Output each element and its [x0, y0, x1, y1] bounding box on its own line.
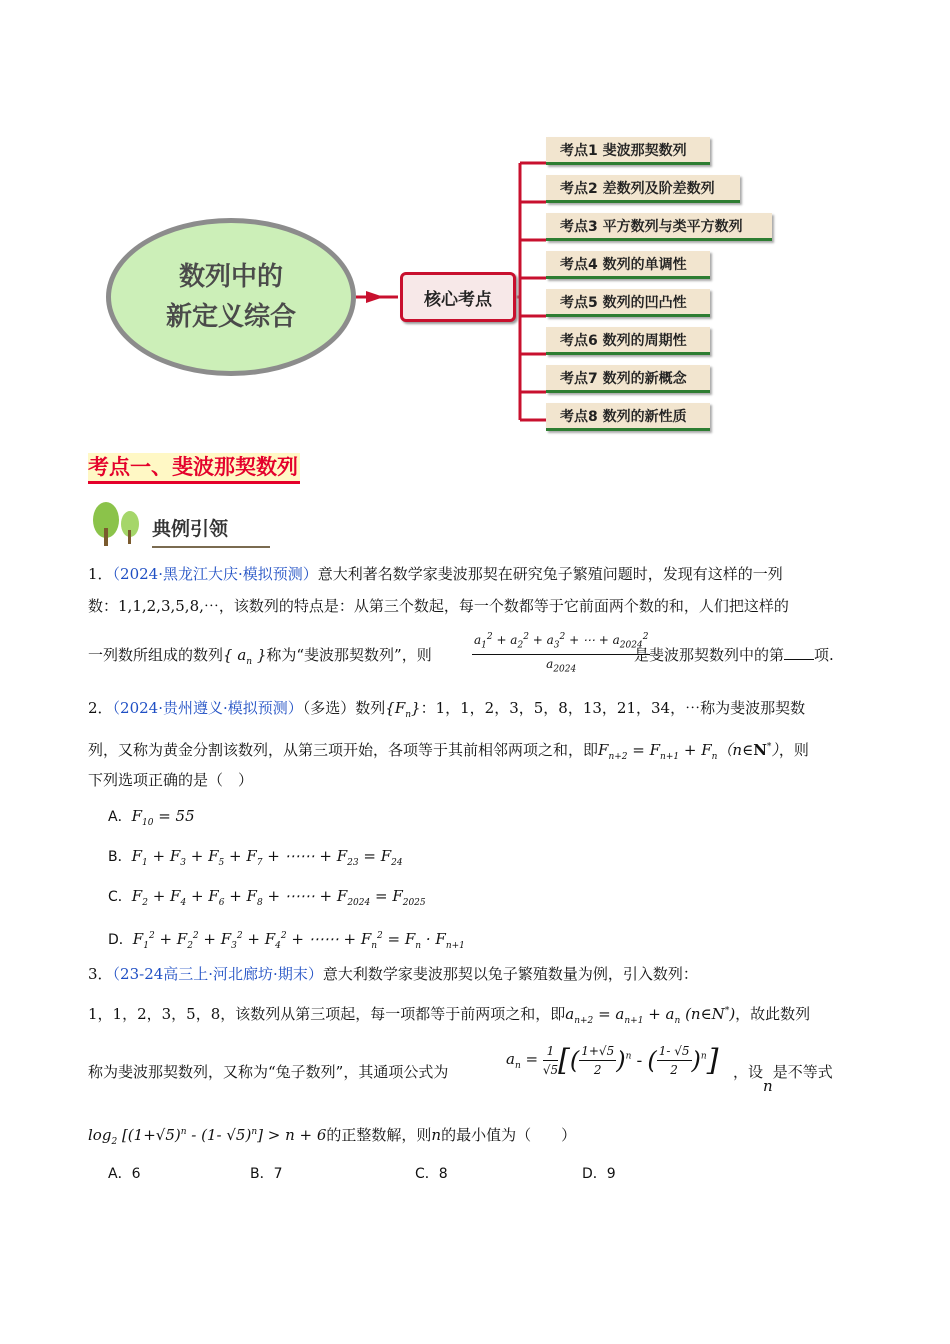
q3-option-c[interactable]: C．8	[415, 1166, 448, 1182]
q3-line1-text: 意大利数学家斐波那契以兔子繁殖数量为例，引入数列：	[322, 965, 698, 983]
q2-option-c-label: C．	[108, 889, 132, 905]
q3-var-n: n	[763, 1077, 773, 1095]
q1-fraction: $\frac{a_1^2 + a_2^2 + a_3^2 + \cdots + a_{2024}^2}{a_{2024}}$	[472, 628, 650, 679]
q2-option-a-label: A．	[108, 809, 132, 825]
q2-option-b[interactable]	[108, 846, 403, 873]
q3-line4	[88, 1122, 576, 1152]
q2-option-a-formula: $F_{10} = 55$	[131, 807, 195, 828]
mindmap-point-8: 考点8 数列的新性质	[546, 403, 710, 431]
q2-line2	[88, 737, 809, 767]
q3-line3-pre: 称为斐波那契数列，又称为“兔子数列”，其通项公式为	[88, 1063, 449, 1081]
q2-option-a[interactable]	[108, 806, 195, 833]
mindmap-point-5: 考点5 数列的凹凸性	[546, 289, 710, 317]
q3-option-b[interactable]: B．7	[250, 1166, 283, 1182]
q2-option-b-formula: $F_1 + F_3 + F_5 + F_7$ + ⋯⋯ + $F_{23} = F_{24}$	[131, 847, 403, 868]
q3-line2-post: ，故此数列	[735, 1005, 811, 1023]
mindmap-point-7: 考点7 数列的新概念	[546, 365, 710, 393]
q3-option-d[interactable]: D．9	[582, 1166, 616, 1182]
q3-line4-end: 的最小值为（ ）	[441, 1126, 577, 1144]
q2-line3: 下列选项正确的是（ ）	[88, 771, 254, 789]
q1-sequence: 1,1,2,3,5,8,⋯	[118, 597, 219, 615]
q2-line2-post: ，则	[778, 741, 809, 759]
q3-option-a[interactable]: A．6	[108, 1166, 141, 1182]
mindmap-point-4: 考点4 数列的单调性	[546, 251, 710, 279]
q3-line4-post: 的正整数解，则	[326, 1126, 432, 1144]
q2-option-d-label: D．	[108, 932, 133, 948]
q3-recurrence: $a_{n+2} = a_{n+1} + a_n$ (n∈N*)	[565, 1005, 736, 1026]
q1-line1	[88, 564, 783, 584]
q2-option-c-formula: $F_2 + F_4 + F_6 + F_8$ + ⋯⋯ + $F_{2024} = F_{2025}$	[131, 887, 426, 908]
mindmap-connectors	[0, 0, 950, 440]
q2-option-d-formula: $F_1^2 + F_2^2 + F_3^2 + F_4^2$ + ⋯⋯ + $F_n^2 = F_n \cdot F_{n+1}$	[132, 930, 465, 951]
mindmap-point-1: 考点1 斐波那契数列	[546, 137, 710, 165]
q3-number: 3．	[88, 965, 113, 983]
section-title: 考点一、斐波那契数列	[88, 453, 300, 484]
q1-answer-blank[interactable]	[784, 645, 814, 660]
q2-formula-fn: $\{F_n\}$	[385, 699, 421, 720]
q2-option-d[interactable]	[108, 926, 465, 956]
q1-text-b-pre: 数：	[88, 597, 119, 615]
example-banner-title: 典例引领	[152, 518, 229, 540]
mindmap-point-3: 考点3 平方数列与类平方数列	[546, 213, 772, 241]
q1-text-b-post: ，该数列的特点是：从第三个数起，每一个数都等于它前面两个数的和，人们把这样的	[218, 597, 789, 615]
q2-line1	[88, 698, 805, 725]
q1-line2	[88, 596, 789, 616]
q1-text-c-post: 是斐波那契数列中的第	[634, 646, 785, 664]
q2-option-b-label: B．	[108, 849, 132, 865]
q1-text-c-pre: 一列数所组成的数列	[88, 646, 224, 664]
q2-number: 2．	[88, 699, 113, 717]
q3-line3-end	[733, 1062, 833, 1095]
q1-line3-end	[634, 645, 834, 665]
q2-option-c[interactable]	[108, 886, 426, 913]
q3-general-term: $a_n$ = $\frac{1}{√5}$ [( $\frac{1+√5}{2}$ )$^n$ - ( $\frac{1- √5}{2}$ )$^n$]	[506, 1043, 719, 1078]
tree-icon	[88, 500, 148, 550]
q3-var-n2: n	[431, 1126, 442, 1144]
q3-line3-end-text: 是不等式	[772, 1063, 833, 1081]
q3-inequality: $\log_2 [(1+√5)^n - (1-$ √5)$^n$] > n + 6	[88, 1126, 327, 1147]
q1-text-c-mid: 称为“斐波那契数列”，则	[266, 646, 432, 664]
q1-source: （2024·黑龙江大庆·模拟预测）	[112, 565, 318, 583]
mindmap-point-2: 考点2 差数列及阶差数列	[546, 175, 740, 203]
q3-source: （23-24高三上·河北廊坊·期末）	[112, 965, 323, 983]
q1-text-c-end: 项.	[814, 646, 834, 664]
q3-line1	[88, 964, 698, 984]
q3-line3-post: ，设	[733, 1063, 764, 1081]
q2-line2-pre: 列，又称为黄金分割该数列，从第三项开始，各项等于其前相邻两项之和，即	[88, 741, 599, 759]
q1-line3	[88, 645, 432, 672]
q2-recurrence: $F_{n+2} = F_{n+1}$ + $F_n(n\in N^*)$	[598, 741, 779, 762]
mindmap-center-node	[106, 218, 356, 376]
mindmap-core-node: 核心考点	[400, 272, 516, 322]
mindmap-center-title: 数列中的 新定义综合	[165, 262, 296, 332]
q1-number: 1．	[88, 565, 113, 583]
example-banner-underline	[152, 546, 270, 548]
q2-source: （2024·贵州遵义·模拟预测）	[112, 699, 303, 717]
mindmap-point-6: 考点6 数列的周期性	[546, 327, 710, 355]
q1-formula-an: { $a_n$ }	[223, 646, 267, 667]
q3-line3	[88, 1062, 448, 1082]
q2-line1-text: （多选）数列	[302, 699, 386, 717]
q3-line2	[88, 1001, 810, 1031]
q3-line2-pre: 1，1，2，3，5，8，该数列从第三项起，每一项都等于前两项之和，即	[88, 1005, 566, 1023]
q2-line1-post: ：1，1，2，3，5，8，13，21，34，⋯称为斐波那契数	[420, 699, 806, 717]
q1-text-a: 意大利著名数学家斐波那契在研究兔子繁殖问题时，发现有这样的一列	[317, 565, 783, 583]
